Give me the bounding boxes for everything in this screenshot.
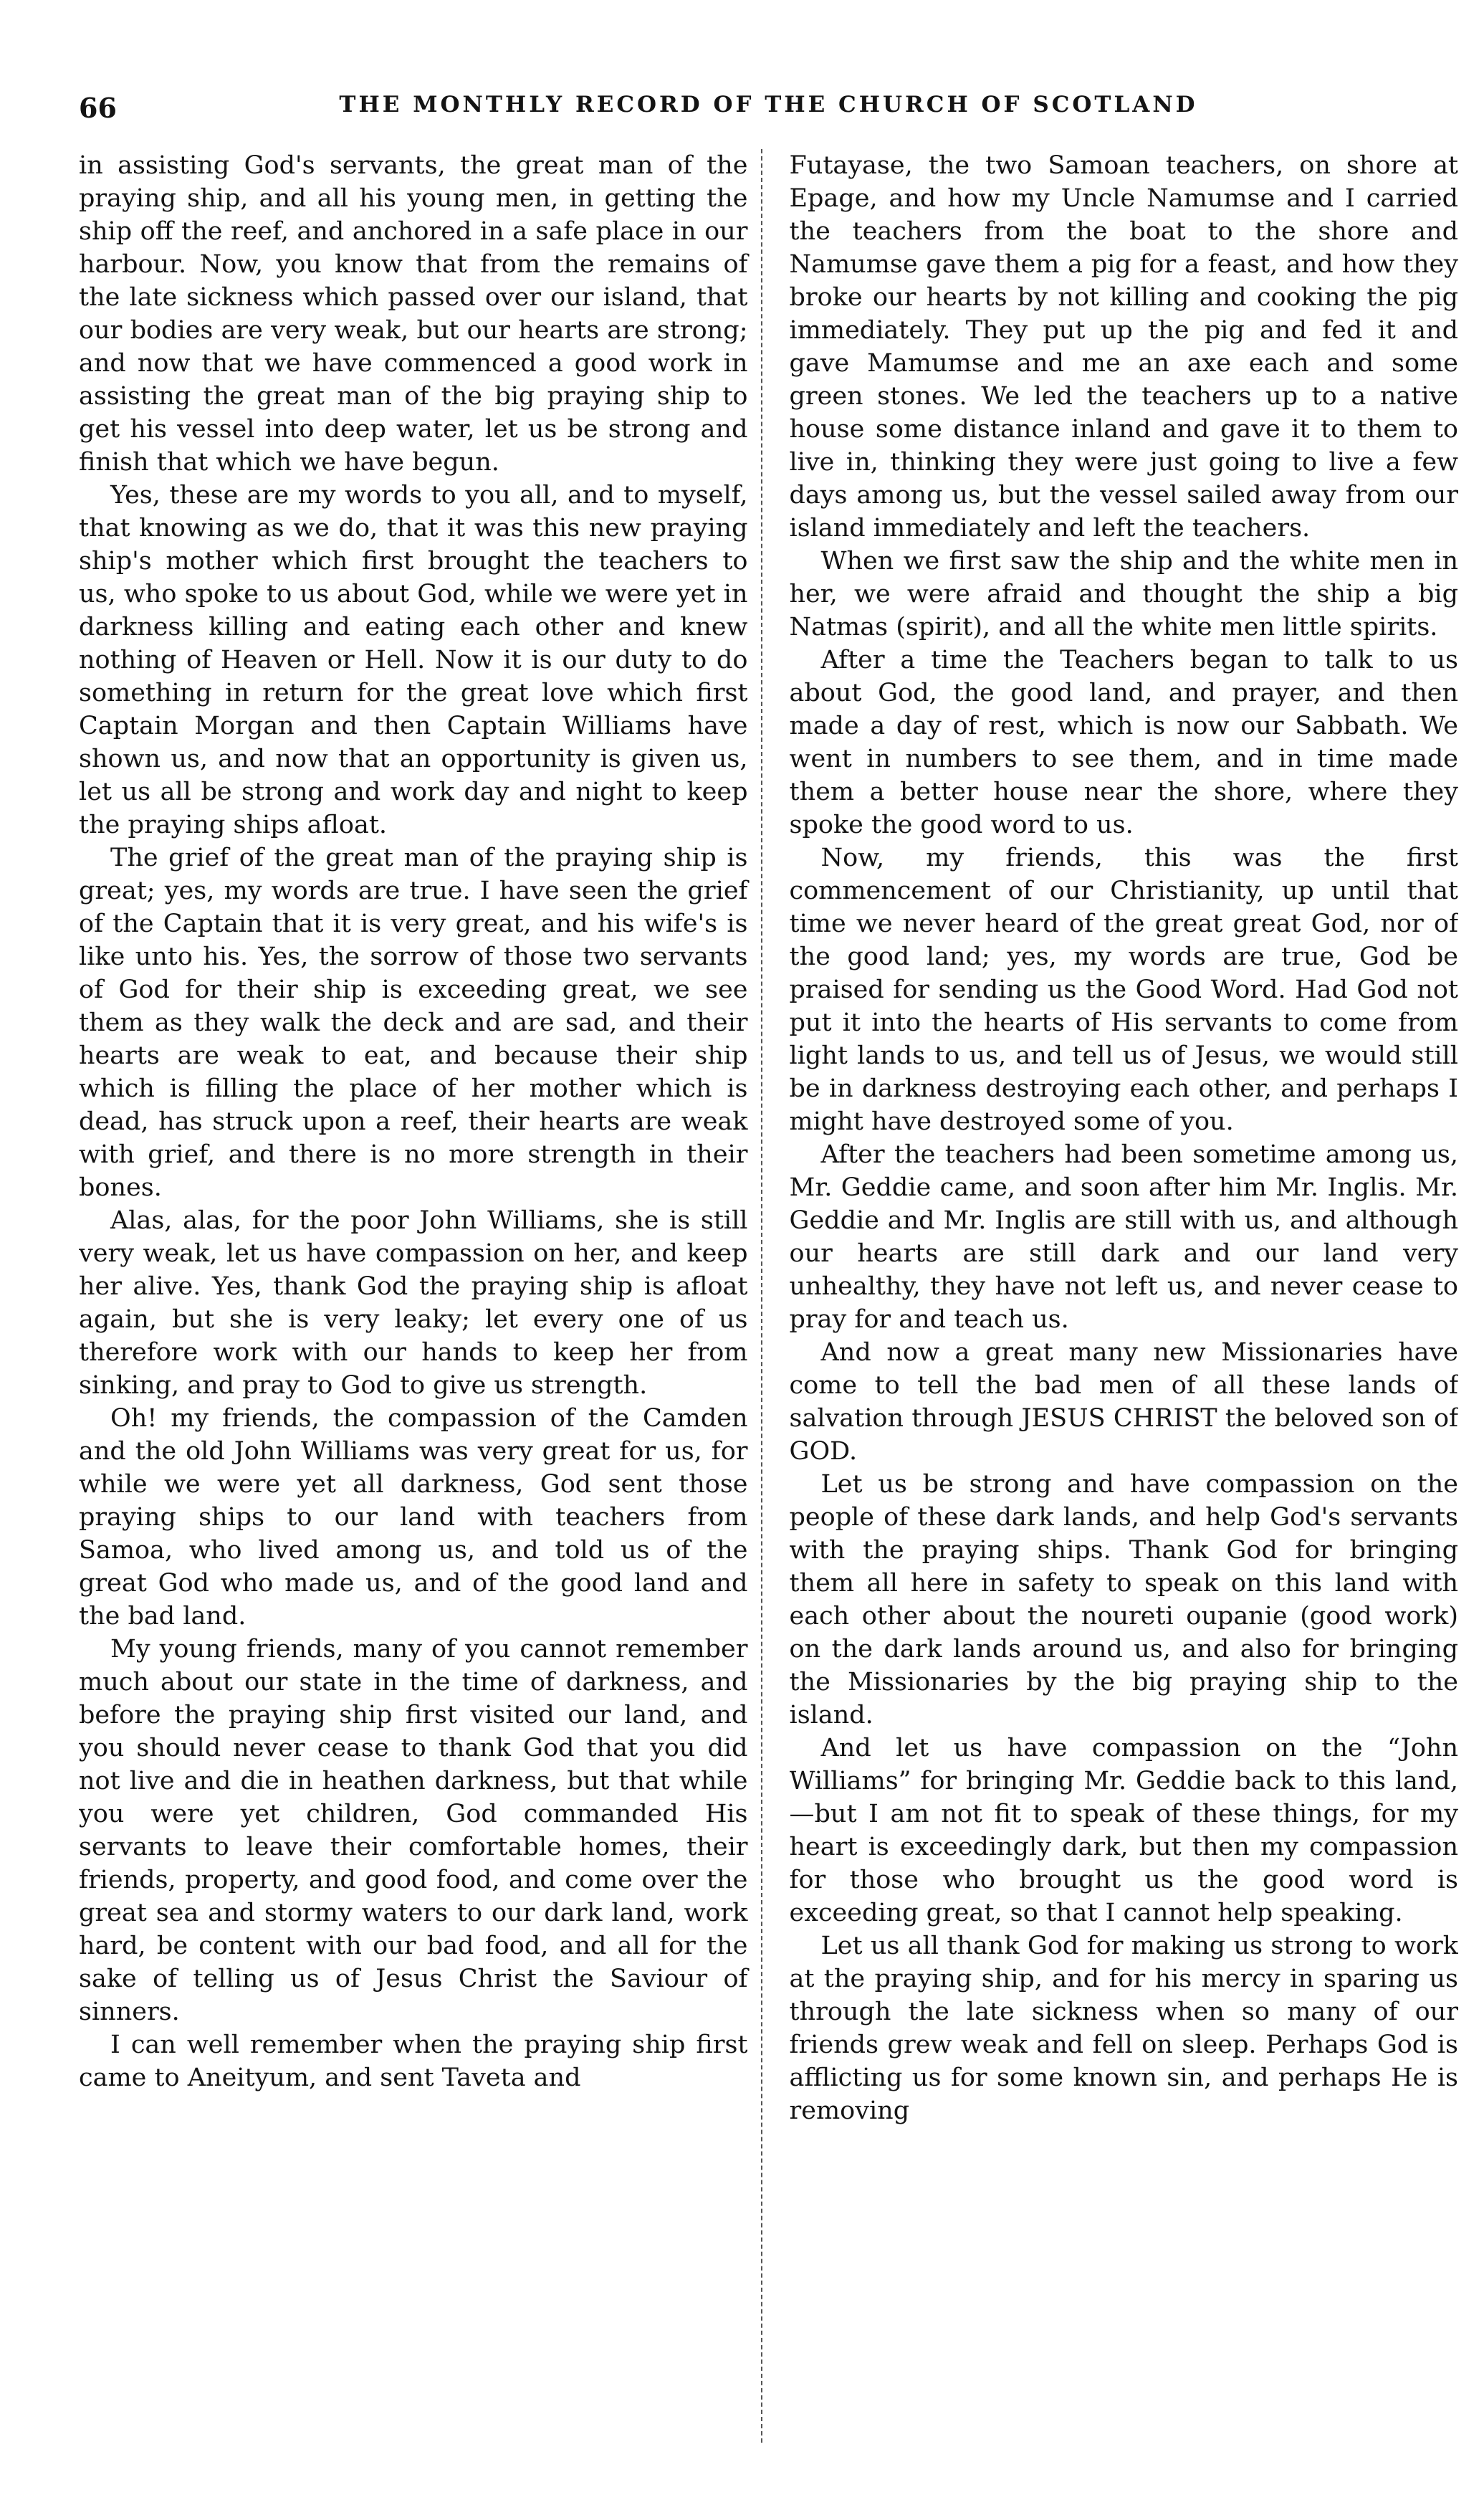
paragraph: My young friends, many of you cannot remember much about our state in the time of darkness, and before the praying ship first visited our land, and you should never cease to thank God that you did not live and die in heathen darkness, but that while you were yet children, God commanded His servants to leave their comfortable homes, their friends, property, and good food, and come over the great sea and stormy waters to our dark land, work hard, be content with our bad food, and all for the sake of telling us of Jesus Christ the Saviour of sinners. <box>79 1635 748 2026</box>
paragraph: The grief of the great man of the praying ship is great; yes, my words are true. I have seen the grief of the Captain that it is very great, and his wife's is like unto his. Yes, the sorrow of those two servants of God for their ship is exceeding great, we see them as they walk the deck and are sad, and their hearts are weak to eat, and because their ship which is filling the place of her mother which is dead, has struck upon a reef, their hearts are weak with grief, and there is no more strength in their bones. <box>79 844 748 1202</box>
paragraph: Futayase, the two Samoan teachers, on shore at Epage, and how my Uncle Namumse and I carried the teachers from the boat to the shore and Namumse gave them a pig for a feast, and how they broke our hearts by not killing and cooking the pig immediately. They put up the pig and fed it and gave Mamumse and me an axe each and some green stones. We led the teachers up to a native house some distance inland and gave it to them to live in, thinking they were just going to live a few days among us, but the vessel sailed away from our island immediately and left the teachers. <box>789 151 1458 543</box>
paragraph: After a time the Teachers began to talk to us about God, the good land, and prayer, and then made a day of rest, which is now our Sabbath. We went in numbers to see them, and in time made them a better house near the shore, where they spoke the good word to us. <box>789 646 1458 839</box>
paragraph: And now a great many new Missionaries have come to tell the bad men of all these lands of salvation through JESUS CHRIST the beloved son of GOD. <box>789 1338 1458 1466</box>
paragraph: Alas, alas, for the poor John Williams, she is still very weak, let us have compassion on her, and keep her alive. Yes, thank God the praying ship is afloat again, but she is very leaky; let every one of us therefore work with our hands to keep her from sinking, and pray to God to give us strength. <box>79 1206 748 1400</box>
paragraph: Let us be strong and have compassion on the people of these dark lands, and help God's servants with the praying ships. Thank God for bringing them all here in safety to speak on this land with each other about the noureti oupanie (good work) on the dark lands around us, and also for bringing the Missionaries by the big praying ship to the island. <box>789 1470 1458 1730</box>
page-number: 66 <box>79 92 117 124</box>
running-header <box>79 92 1458 149</box>
paragraph: After the teachers had been sometime among us, Mr. Geddie came, and soon after him Mr. Inglis. Mr. Geddie and Mr. Inglis are still with us, and although our hearts are still dark and our land very unhealthy, they have not left us, and never cease to pray for and teach us. <box>789 1140 1458 1334</box>
paragraph: Yes, these are my words to you all, and to myself, that knowing as we do, that it was this new praying ship's mother which first brought the teachers to us, who spoke to us about God, while we were yet in darkness killing and eating each other and knew nothing of Heaven or Hell. Now it is our duty to do something in return for the great love which first Captain Morgan and then Captain Williams have shown us, and now that an opportunity is given us, let us all be strong and work day and night to keep the praying ships afloat. <box>79 481 748 839</box>
text-columns <box>79 149 1458 2443</box>
paragraph: I can well remember when the praying ship first came to Aneityum, and sent Taveta and <box>79 2031 748 2092</box>
journal-title: THE MONTHLY RECORD OF THE CHURCH OF SCOTLAND <box>339 92 1198 118</box>
paragraph: And let us have compassion on the “John Williams” for bringing Mr. Geddie back to this land,—but I am not fit to speak of these things, for my heart is exceedingly dark, but then my compassion for those who brought us the good word is exceeding great, so that I cannot help speaking. <box>789 1734 1458 1927</box>
paragraph: Now, my friends, this was the first commencement of our Christianity, up until that time we never heard of the great great God, nor of the good land; yes, my words are true, God be praised for sending us the Good Word. Had God not put it into the hearts of His servants to come from light lands to us, and tell us of Jesus, we would still be in darkness destroying each other, and perhaps I might have destroyed some of you. <box>789 844 1458 1136</box>
paragraph: When we first saw the ship and the white men in her, we were afraid and thought the ship a big Natmas (spirit), and all the white men little spirits. <box>789 547 1458 641</box>
paragraph: Oh! my friends, the compassion of the Camden and the old John Williams was very great for us, for while we were yet all darkness, God sent those praying ships to our land with teachers from Samoa, who lived among us, and told us of the great God who made us, and of the good land and the bad land. <box>79 1404 748 1631</box>
paragraph: Let us all thank God for making us strong to work at the praying ship, and for his mercy in sparing us through the late sickness when so many of our friends grew weak and fell on sleep. Perhaps God is afflicting us for some known sin, and perhaps He is removing <box>789 1932 1458 2125</box>
left-column <box>79 149 762 2443</box>
paragraph: in assisting God's servants, the great man of the praying ship, and all his young men, in getting the ship off the reef, and anchored in a safe place in our harbour. Now, you know that from the remains of the late sickness which passed over our island, that our bodies are very weak, but our hearts are strong; and now that we have commenced a good work in assisting the great man of the big praying ship to get his vessel into deep water, let us be strong and finish that which we have begun. <box>79 151 748 477</box>
right-column <box>790 149 1459 2443</box>
